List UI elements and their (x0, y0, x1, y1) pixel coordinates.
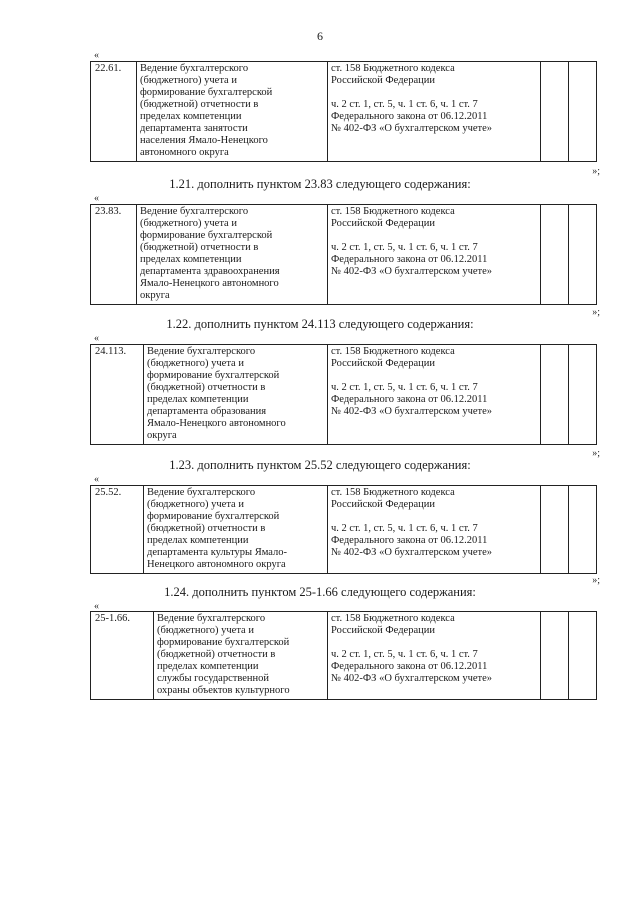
close-mark: »; (592, 307, 600, 318)
item-legal-basis: ст. 158 Бюджетного кодекса Российской Федерации ч. 2 ст. 1, ст. 5, ч. 1 ст. 6, ч. 1 ст. 7 Федерального закона от 06.12.2011 № 402-ФЗ «О бухгалтерском учете» (328, 62, 541, 162)
item-description: Ведение бухгалтерского (бюджетного) учета и формирование бухгалтерской (бюджетной) отчетности в пределах компетенции департамента занятости населения Ямало-Ненецкого автономного округа (137, 62, 328, 162)
item-number: 22.61. (91, 62, 137, 162)
item-number: 24.113. (91, 345, 144, 445)
open-quote: « (94, 601, 99, 612)
item-table (90, 485, 597, 574)
empty-cell (569, 345, 597, 445)
item-number: 25.52. (91, 486, 144, 574)
empty-cell (569, 612, 597, 700)
amendment-instruction: 1.22. дополнить пунктом 24.113 следующего содержания: (166, 317, 474, 331)
item-legal-basis: ст. 158 Бюджетного кодекса Российской Федерации ч. 2 ст. 1, ст. 5, ч. 1 ст. 6, ч. 1 ст. 7 Федерального закона от 06.12.2011 № 402-ФЗ «О бухгалтерском учете» (328, 345, 541, 445)
open-quote: « (94, 474, 99, 485)
item-description: Ведение бухгалтерского (бюджетного) учета и формирование бухгалтерской (бюджетной) отчетности в пределах компетенции департамента здравоохранения Ямало-Ненецкого автономного округа (137, 205, 328, 305)
empty-cell (541, 345, 569, 445)
amendment-instruction: 1.23. дополнить пунктом 25.52 следующего содержания: (169, 458, 471, 472)
item-table (90, 611, 597, 700)
empty-cell (541, 612, 569, 700)
item-description: Ведение бухгалтерского (бюджетного) учета и формирование бухгалтерской (бюджетной) отчетности в пределах компетенции департамента культуры Ямало- Ненецкого автономного округа (144, 486, 328, 574)
amendment-instruction: 1.21. дополнить пунктом 23.83 следующего содержания: (169, 177, 471, 191)
item-legal-basis: ст. 158 Бюджетного кодекса Российской Федерации ч. 2 ст. 1, ст. 5, ч. 1 ст. 6, ч. 1 ст. 7 Федерального закона от 06.12.2011 № 402-ФЗ «О бухгалтерском учете» (328, 612, 541, 700)
item-table (90, 344, 597, 445)
table-row (91, 345, 597, 445)
item-legal-basis: ст. 158 Бюджетного кодекса Российской Федерации ч. 2 ст. 1, ст. 5, ч. 1 ст. 6, ч. 1 ст. 7 Федерального закона от 06.12.2011 № 402-ФЗ «О бухгалтерском учете» (328, 205, 541, 305)
empty-cell (541, 205, 569, 305)
amendment-instruction: 1.24. дополнить пунктом 25-1.66 следующего содержания: (164, 585, 476, 599)
table-row (91, 62, 597, 162)
close-mark: »; (592, 575, 600, 586)
table-row (91, 205, 597, 305)
table-row (91, 486, 597, 574)
page-number: 6 (317, 29, 323, 43)
item-legal-basis: ст. 158 Бюджетного кодекса Российской Федерации ч. 2 ст. 1, ст. 5, ч. 1 ст. 6, ч. 1 ст. 7 Федерального закона от 06.12.2011 № 402-ФЗ «О бухгалтерском учете» (328, 486, 541, 574)
item-number: 23.83. (91, 205, 137, 305)
item-table (90, 204, 597, 305)
table-row (91, 612, 597, 700)
empty-cell (569, 62, 597, 162)
open-quote: « (94, 50, 99, 61)
empty-cell (569, 205, 597, 305)
close-mark: »; (592, 166, 600, 177)
item-description: Ведение бухгалтерского (бюджетного) учета и формирование бухгалтерской (бюджетной) отчетности в пределах компетенции службы государственной охраны объектов культурного (154, 612, 328, 700)
open-quote: « (94, 333, 99, 344)
item-table (90, 61, 597, 162)
close-mark: »; (592, 448, 600, 459)
item-number: 25-1.66. (91, 612, 154, 700)
item-description: Ведение бухгалтерского (бюджетного) учета и формирование бухгалтерской (бюджетной) отчетности в пределах компетенции департамента образования Ямало-Ненецкого автономного округа (144, 345, 328, 445)
empty-cell (541, 62, 569, 162)
empty-cell (569, 486, 597, 574)
open-quote: « (94, 193, 99, 204)
empty-cell (541, 486, 569, 574)
